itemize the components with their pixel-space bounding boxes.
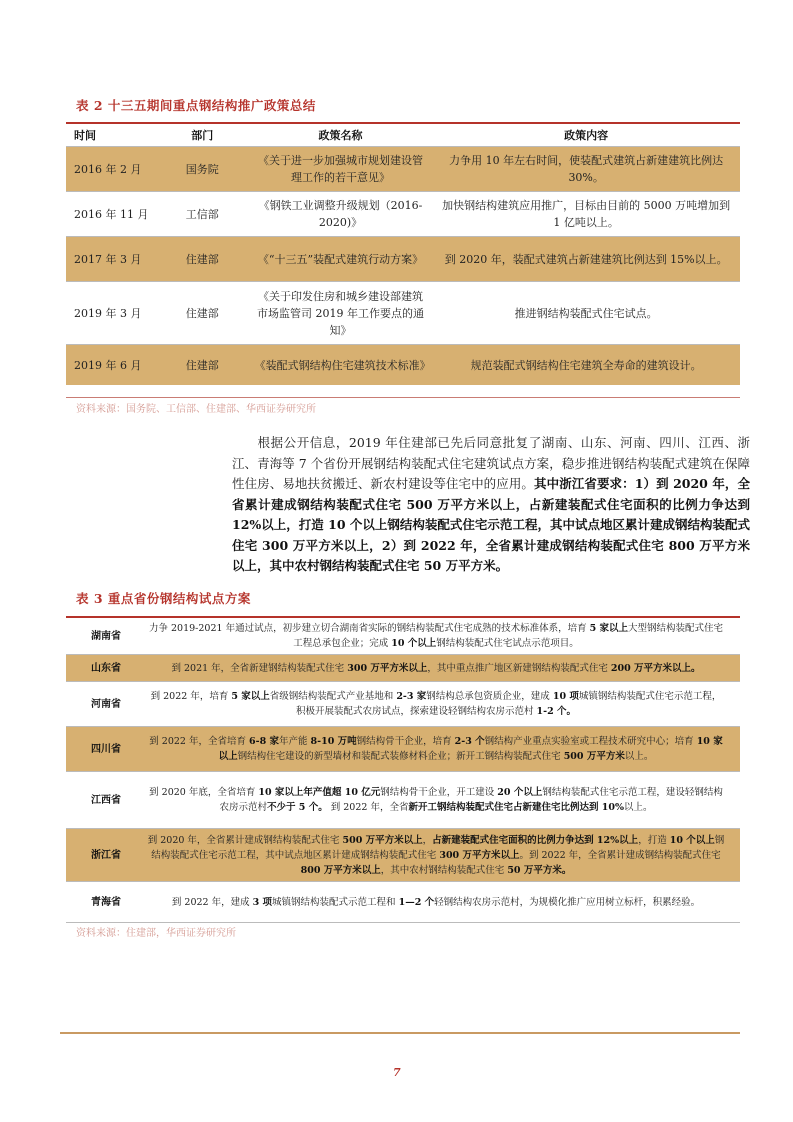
row-time: 2016 年 2 月 xyxy=(74,162,142,176)
plan-text: 年产能 xyxy=(279,736,311,747)
row-time: 2017 年 3 月 xyxy=(74,252,142,266)
row-policy-name: 《关于印发住房和城乡建设部建筑市场监管司 2019 年工作要点的通知》 xyxy=(257,289,424,337)
plan-text: 钢结构装配式住宅试点示范项目。 xyxy=(436,638,579,649)
paragraph-normal: 根据公开信息，2019 年住建部已先后同意批复了湖南、山东、河南、四川、江西、浙江、青海等 7 个省份开展钢结构装配式住宅建筑试点方案，稳步推进钢结构装配式建筑在保障性住房、易地扶贫搬迁、新农村建设等住宅中的应用。 xyxy=(232,435,750,491)
province-plan xyxy=(146,892,734,913)
table3-caption: 表 3 重点省份钢结构试点方案 xyxy=(76,591,251,606)
province-plan xyxy=(146,782,734,818)
table-row xyxy=(66,344,740,385)
plan-highlight: 不少于 5 个。 xyxy=(266,802,328,813)
page-number: 7 xyxy=(393,1066,401,1079)
plan-text: 大型钢结构装配式住宅工程总承包企业；完成 xyxy=(293,623,724,649)
row-time: 2016 年 11 月 xyxy=(74,207,149,221)
plan-highlight: 5 家以上 xyxy=(231,691,270,702)
province-plan xyxy=(146,658,734,679)
province-plan xyxy=(146,618,734,654)
province-name: 江西省 xyxy=(91,794,121,806)
table-row xyxy=(66,829,740,882)
row-dept: 住建部 xyxy=(185,306,219,320)
plan-highlight: 800 万平方米以上 xyxy=(300,864,381,876)
plan-highlight: 20 个以上 xyxy=(497,787,543,798)
plan-text: 钢结构装配式住宅示范工程，其中试点地区累计建成钢结构装配式住宅 xyxy=(151,834,725,861)
table-row xyxy=(66,655,740,682)
plan-text: 到 2022 年，全省培育 xyxy=(149,736,250,747)
plan-highlight: 1-2 个。 xyxy=(536,706,576,717)
plan-text: 到 2022 年，建成 xyxy=(171,896,253,908)
table3-source: 资料来源：住建部，华西证券研究所 xyxy=(76,928,236,939)
body-paragraph xyxy=(232,433,750,577)
plan-text: 到 2022 年，全省 xyxy=(327,802,409,813)
row-dept: 国务院 xyxy=(185,162,219,176)
province-name: 湖南省 xyxy=(91,630,121,642)
province-plan xyxy=(146,686,734,722)
row-policy-content: 规范装配式钢结构住宅建筑全寿命的建筑设计。 xyxy=(470,358,702,372)
plan-highlight: 3 项 xyxy=(252,896,273,908)
row-time: 2019 年 3 月 xyxy=(74,306,142,320)
plan-text: 到 2020 年，全省累计建成钢结构装配式住宅 xyxy=(147,834,343,846)
plan-highlight: 10 个以上 xyxy=(391,638,437,649)
plan-text: 钢结构骨干企业，开工建设 xyxy=(380,787,498,798)
province-plan xyxy=(146,731,734,767)
plan-highlight: 占新建装配式住宅面积的比例力争达到 12%以上 xyxy=(432,834,639,846)
table-row xyxy=(66,236,740,281)
plan-highlight: 300 万平方米以上 xyxy=(347,662,428,674)
table2-header-dept: 部门 xyxy=(191,129,214,142)
row-policy-name: 《关于进一步加强城市规划建设管理工作的若干意见》 xyxy=(258,154,423,184)
plan-highlight: 10 家以上 xyxy=(218,736,723,762)
province-name: 浙江省 xyxy=(91,849,121,861)
row-policy-content: 加快钢结构建筑应用推广，目标由目前的 5000 万吨增加到 1 亿吨以上。 xyxy=(442,199,731,229)
table2-bottom-rule xyxy=(66,397,740,398)
row-dept: 住建部 xyxy=(185,252,219,266)
row-policy-content: 到 2020 年，装配式建筑占新建建筑比例达到 15%以上。 xyxy=(444,252,728,266)
plan-text: 城镇钢结构装配式住宅示范工程，积极开展装配式农房试点，探索建设轻钢结构农房示范村 xyxy=(295,691,722,717)
table2 xyxy=(66,124,740,385)
plan-text: 钢结构骨干企业，培育 xyxy=(356,736,455,747)
row-policy-content: 力争用 10 年左右时间，使装配式建筑占新建建筑比例达 30%。 xyxy=(449,154,724,184)
row-policy-name: 《“十三五”装配式建筑行动方案》 xyxy=(257,252,424,266)
table-row xyxy=(66,727,740,772)
plan-text: ， xyxy=(422,834,433,846)
plan-highlight: 500 万平方米 xyxy=(563,751,625,762)
row-policy-name: 《钢铁工业调整升级规划（2016-2020)》 xyxy=(258,199,423,229)
plan-highlight: 2-3 家 xyxy=(396,691,427,702)
plan-text: 到 2020 年底，全省培育 xyxy=(149,787,259,798)
plan-text: 钢结构住宅建设的新型墙材和装配式装修材料企业；新开工钢结构装配式住宅 xyxy=(237,751,564,762)
province-name: 四川省 xyxy=(91,743,121,755)
province-plan xyxy=(146,830,734,881)
plan-text: 钢结构装配式住宅示范工程，建设轻钢结构农房示范村 xyxy=(219,787,723,813)
plan-highlight: 300 万平方米以上 xyxy=(439,849,520,861)
table2-source: 资料来源：国务院、工信部、住建部、华西证券研究所 xyxy=(76,404,316,415)
plan-highlight: 5 家以上 xyxy=(589,623,629,634)
row-policy-content: 推进钢结构装配式住宅试点。 xyxy=(514,306,658,320)
plan-text: ，其中重点推广地区新建钢结构装配式住宅 xyxy=(427,662,611,674)
plan-highlight: 200 万平方米以上。 xyxy=(610,662,701,674)
province-name: 青海省 xyxy=(91,896,121,908)
plan-text: ，其中农村钢结构装配式住宅 xyxy=(380,864,508,876)
plan-highlight: 2-3 个 xyxy=(454,736,485,747)
province-name: 河南省 xyxy=(91,698,121,710)
table2-header-time: 时间 xyxy=(74,129,96,142)
row-dept: 住建部 xyxy=(185,358,219,372)
table2-header xyxy=(66,124,740,146)
plan-text: 到 2021 年，全省新建钢结构装配式住宅 xyxy=(171,662,348,674)
province-name: 山东省 xyxy=(91,662,121,674)
table-row xyxy=(66,772,740,829)
plan-highlight: 1—2 个 xyxy=(398,896,435,908)
plan-highlight: 新开工钢结构装配式住宅占新建住宅比例达到 10% xyxy=(408,802,625,813)
plan-highlight: 8-10 万吨 xyxy=(310,736,357,747)
footer-rule xyxy=(60,1032,740,1034)
plan-text: 省级钢结构装配式产业基地和 xyxy=(269,691,397,702)
plan-highlight: 50 万平方米。 xyxy=(507,864,572,876)
plan-text: 轻钢结构农房示范村，为规模化推广应用树立标杆，积累经验。 xyxy=(434,896,701,908)
table-row xyxy=(66,146,740,191)
plan-text: 城镇钢结构装配式示范工程和 xyxy=(272,896,399,908)
plan-text: 力争 2019-2021 年通过试点，初步建立切合湖南省实际的钢结构装配式住宅成熟的技术标准体系，培育 xyxy=(148,623,590,634)
table-row xyxy=(66,882,740,923)
table-row xyxy=(66,191,740,236)
row-time: 2019 年 6 月 xyxy=(74,358,142,372)
paragraph-bold: 其中浙江省要求：1）到 2020 年，全省累计建成钢结构装配式住宅 500 万平方米以上，占新建装配式住宅面积的比例力争达到 12%以上，打造 10 个以上钢结构装配式住宅示范工程，其中试点地区累计建成钢结构装配式住宅 300 万平方米以上，2）到 2022 年，全省累计建成钢结构装配式住宅 800 万平方米以上，其中农村钢结构装配式住宅 50 万平方米。 xyxy=(232,476,750,573)
plan-highlight: 10 项 xyxy=(552,691,579,702)
plan-highlight: 10 个以上 xyxy=(669,834,715,846)
table2-header-name: 政策名称 xyxy=(318,129,363,142)
plan-text: 以上。 xyxy=(624,802,653,813)
plan-text: 钢结构产业重点实验室或工程技术研究中心；培育 xyxy=(484,736,697,747)
table2-caption: 表 2 十三五期间重点钢结构推广政策总结 xyxy=(76,98,316,113)
plan-highlight: 500 万平方米以上 xyxy=(342,834,423,846)
plan-highlight: 10 家以上年产值超 10 亿元 xyxy=(258,787,381,798)
plan-text: 。到 2022 年，全省累计建成钢结构装配式住宅 xyxy=(519,849,721,861)
plan-text: 以上。 xyxy=(624,751,654,762)
plan-text: ，打造 xyxy=(638,834,670,846)
plan-highlight: 6-8 家 xyxy=(249,736,280,747)
row-policy-name: 《装配式钢结构住宅建筑技术标准》 xyxy=(254,358,431,372)
plan-text: 钢结构总承包资质企业，建成 xyxy=(426,691,553,702)
table-row xyxy=(66,682,740,727)
table3 xyxy=(66,618,740,923)
table-row xyxy=(66,618,740,655)
table-row xyxy=(66,281,740,344)
plan-text: 到 2022 年，培育 xyxy=(150,691,232,702)
table2-header-content: 政策内容 xyxy=(564,129,609,142)
row-dept: 工信部 xyxy=(185,207,219,221)
